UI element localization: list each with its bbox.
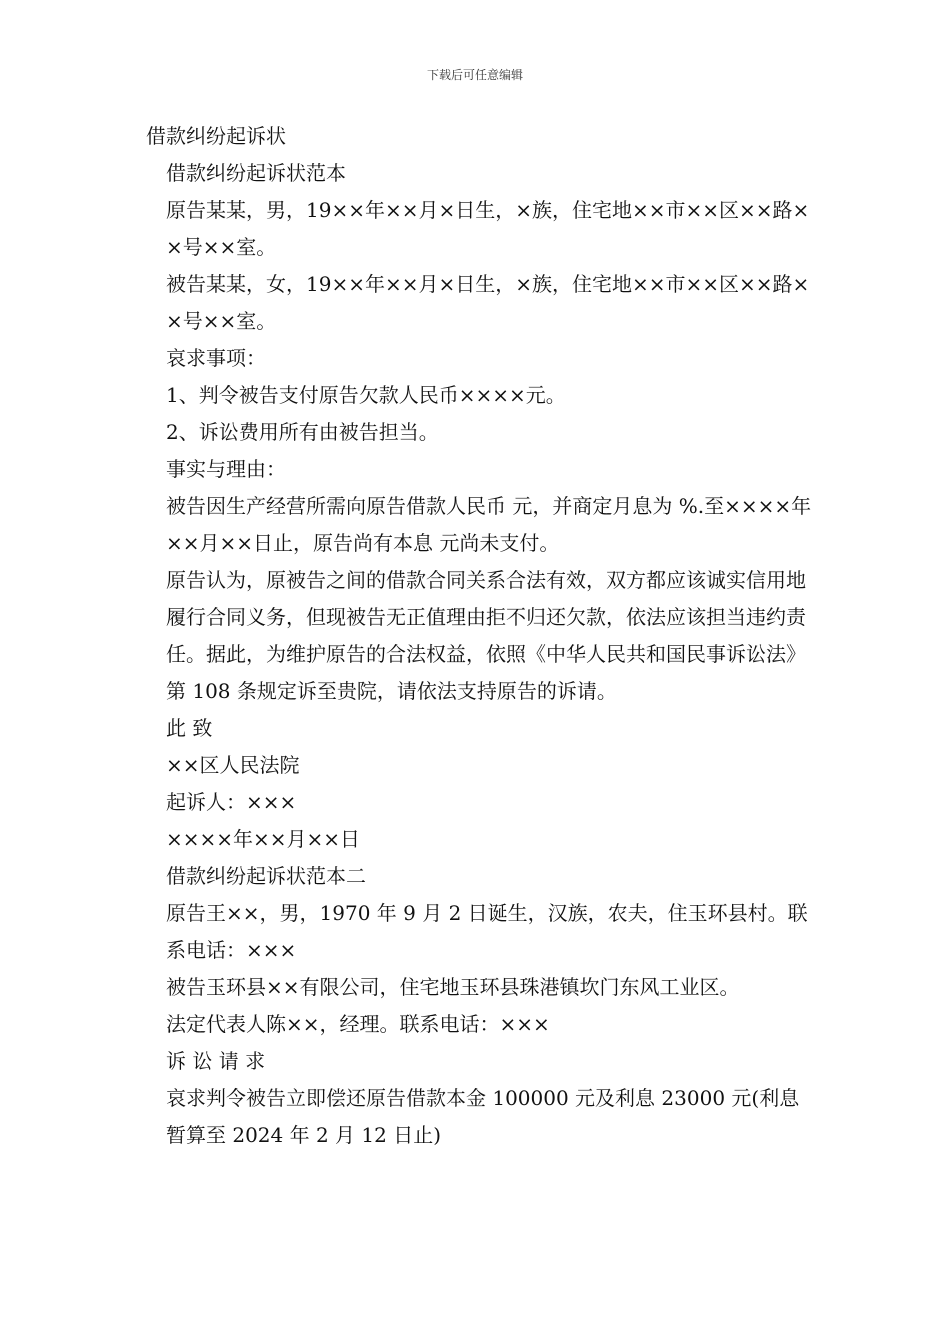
court-name: ××区人民法院 [166,753,300,777]
legal-representative: 法定代表人陈××，经理。联系电话：××× [166,1012,550,1036]
filing-date: ××××年××月××日 [166,827,361,851]
document-body [146,118,818,1154]
template-two-heading: 借款纠纷起诉状范本二 [166,864,366,888]
claim-item: 2、诉讼费用所有由被告担当。 [166,420,439,444]
claim-item: 1、判令被告支付原告欠款人民币××××元。 [166,383,566,407]
requests-heading: 诉 讼 请 求 [166,1049,266,1073]
reasons-paragraph: 原告认为，原被告之间的借款合同关系合法有效，双方都应该诚实信用地履行合同义务，但现被告无正值理由拒不归还欠款，依法应该担当违约责任。据此，为维护原告的合法权益，依照《中华人民共和国民事诉讼法》第 108 条规定诉至贵院，请依法支持原告的诉请。 [166,568,806,703]
salutation: 此 致 [166,716,213,740]
facts-heading: 事实与理由： [166,457,286,481]
request-paragraph: 哀求判令被告立即偿还原告借款本金 100000 元及利息 23000 元(利息暂算至 2024 年 2 月 12 日止) [166,1086,800,1147]
plaintiff-info: 原告王××，男，1970 年 9 月 2 日诞生，汉族，农夫，住玉环县村。联系电话：××× [166,901,808,962]
document-title: 借款纠纷起诉状 [146,124,286,148]
page-header-note: 下载后可任意编辑 [426,68,523,82]
plaintiff-signature: 起诉人：××× [166,790,297,814]
facts-paragraph: 被告因生产经营所需向原告借款人民币 元，并商定月息为 %.至××××年××月××日止，原告尚有本息 元尚未支付。 [166,494,812,555]
defendant-info: 被告某某，女，19××年××月×日生，×族，住宅地××市××区××路××号××室。 [166,272,810,333]
plaintiff-info: 原告某某，男，19××年××月×日生，×族，住宅地××市××区××路××号××室。 [166,198,810,259]
defendant-info: 被告玉环县××有限公司，住宅地玉环县珠港镇坎门东风工业区。 [166,975,740,999]
claims-heading: 哀求事项： [166,346,266,370]
template-heading: 借款纠纷起诉状范本 [166,161,346,185]
